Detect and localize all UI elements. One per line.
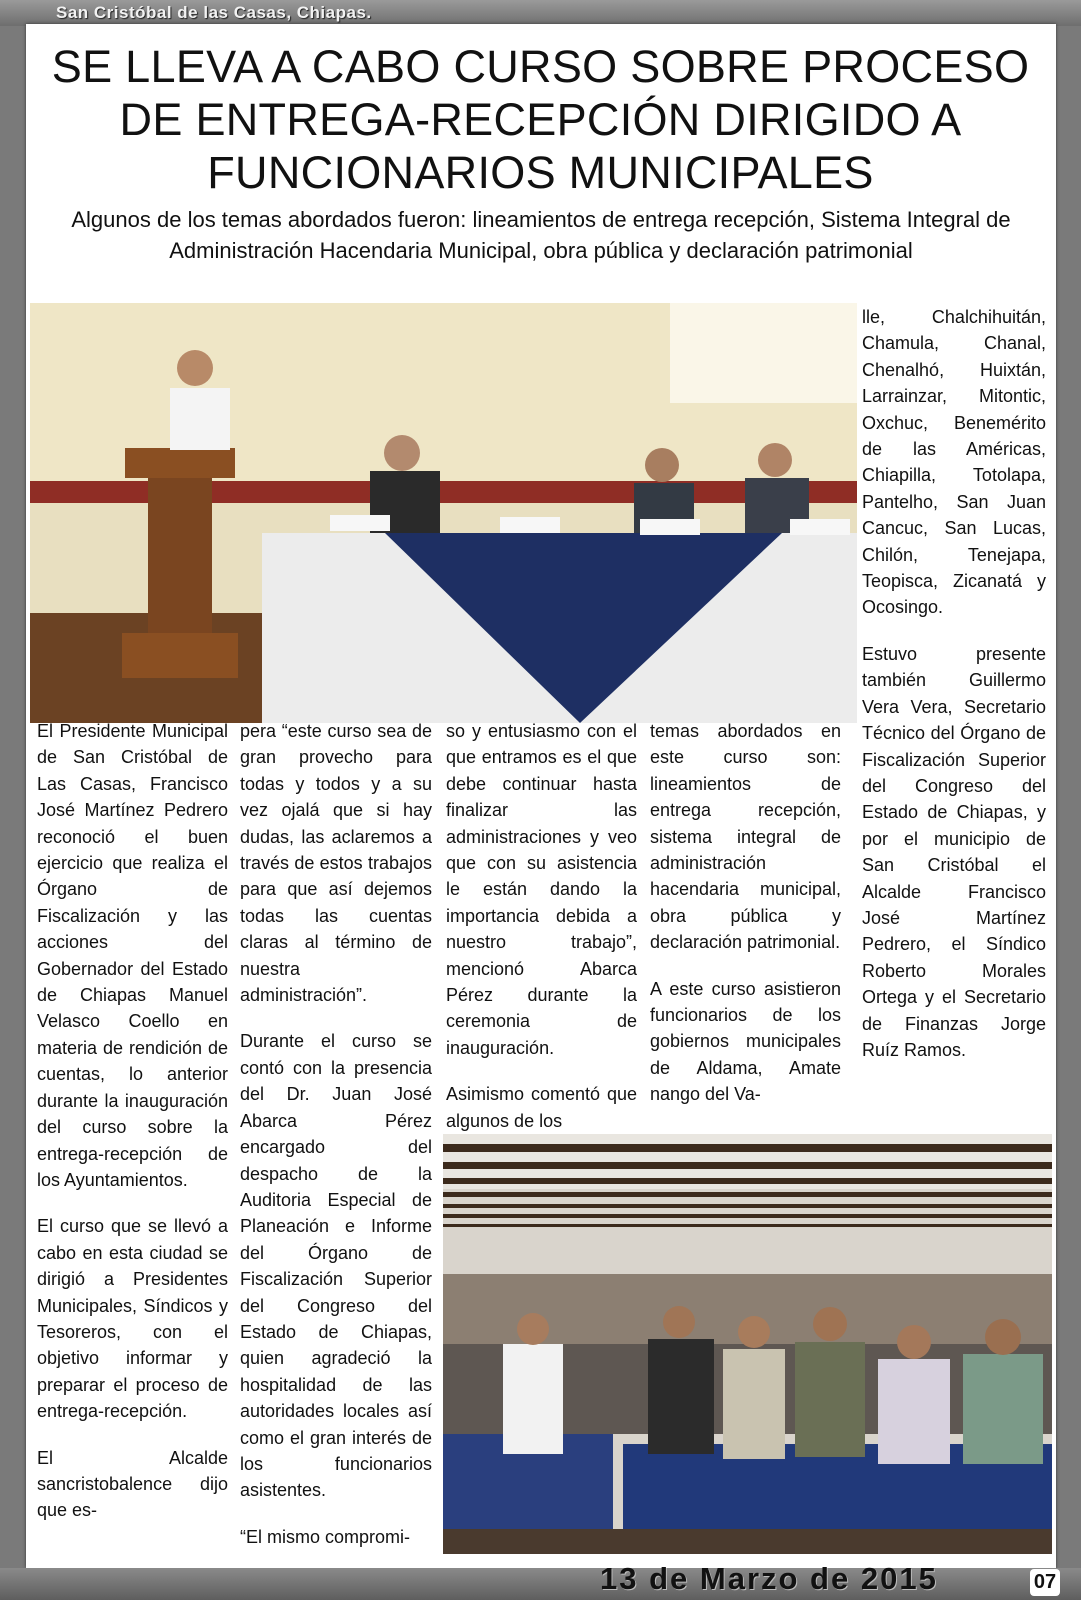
paragraph: temas abordados en este curso son: lineamientos de entrega recepción, sistema integral de administración hacendaria municipal, obra pública y declaración patrimonial. xyxy=(650,721,841,953)
attendees-illustration xyxy=(443,1134,1052,1554)
paragraph: “El mismo compromi- xyxy=(240,1526,411,1547)
paragraph: Asimismo comentó que algunos de los xyxy=(446,1084,637,1131)
ceremony-illustration xyxy=(30,303,857,723)
paragraph: so y entusiasmo con el que entramos es el que debe continuar hasta finalizar las administraciones y veo que con su asistencia le están dando la importancia debida a nuestro trabajo”, mencionó Abarca Pérez durante la ceremonia de inauguración. xyxy=(446,721,637,1058)
photo-attendees-hall xyxy=(443,1134,1052,1554)
article-subtitle: Algunos de los temas abordados fueron: lineamientos de entrega recepción, Sistema Integral de Administración Hacendaria Municipal, obra pública y declaración patrimonial xyxy=(71,207,1011,263)
paragraph: A este curso asistieron funcionarios de los gobiernos municipales de Aldama, Amate nango del Va- xyxy=(650,978,841,1105)
paragraph: pera “este curso sea de gran provecho para todas y todos y a su vez ojalá que si hay dudas, las aclaremos a través de estos trabajos para que así dejemos todas las cuentas claras al término de nuestra administración”. xyxy=(240,721,432,1006)
paragraph: lle, Chalchihuitán, Chamula, Chanal, Chenalhó, Huixtán, Larrainzar, Mitontic, Oxchuc, Benemérito de las Américas, Chiapilla, Totolapa, Pantelho, San Juan Cancuc, San Lucas, Chilón, Tenejapa, Teopisca, Zicanatá y Ocosingo. xyxy=(862,307,1046,618)
paragraph: Estuvo presente también Guillermo Vera Vera, Secretario Técnico del Órgano de Fiscalización Superior del Congreso del Estado de Chiapas, y por el municipio de San Cristóbal el Alcalde Francisco José Martínez Pedrero, el Síndico Roberto Morales Ortega y el Secretario de Finanzas Jorge Ruíz Ramos. xyxy=(862,643,1046,1060)
photo-inauguration-ceremony xyxy=(30,303,857,723)
page-number: 07 xyxy=(1030,1569,1060,1596)
paragraph: El Presidente Municipal de San Cristóbal de Las Casas, Francisco José Martínez Pedrero reconoció el buen ejercicio que realiza el Órgano de Fiscalización y las acciones del Gobernador del Estado de Chiapas Manuel Velasco Coello en materia de rendición de cuentas, lo anterior durante la inauguración del curso sobre la entrega-recepción de los Ayuntamientos. xyxy=(37,721,228,1190)
article-column-2 xyxy=(240,718,432,1570)
paragraph: El Alcalde sancristobalence dijo que es- xyxy=(37,1447,228,1521)
paragraph: El curso que se llevó a cabo en esta ciudad se dirigió a Presidentes Municipales, Síndicos y Tesoreros, con el objetivo informar y preparar el proceso de entrega-recepción. xyxy=(37,1216,228,1422)
article-column-5 xyxy=(862,304,1046,1083)
article-column-1 xyxy=(37,718,228,1544)
article-column-3 xyxy=(446,718,637,1154)
article-column-4 xyxy=(650,718,841,1128)
article-title: SE LLEVA A CABO CURSO SOBRE PROCESO DE ENTREGA-RECEPCIÓN DIRIGIDO A FUNCIONARIOS MUNICIPALES xyxy=(51,41,1030,198)
paragraph: Durante el curso se contó con la presencia del Dr. Juan José Abarca Pérez encargado del despacho de la Auditoria Especial de Planeación e Informe del Órgano de Fiscalización Superior del Congreso del Estado de Chiapas, quien agradeció la hospitalidad de las autoridades locales así como el gran interés de los funcionarios asistentes. xyxy=(240,1031,432,1501)
location-header: San Cristóbal de las Casas, Chiapas. xyxy=(56,3,372,22)
publication-date: 13 de Marzo de 2015 xyxy=(600,1561,938,1596)
